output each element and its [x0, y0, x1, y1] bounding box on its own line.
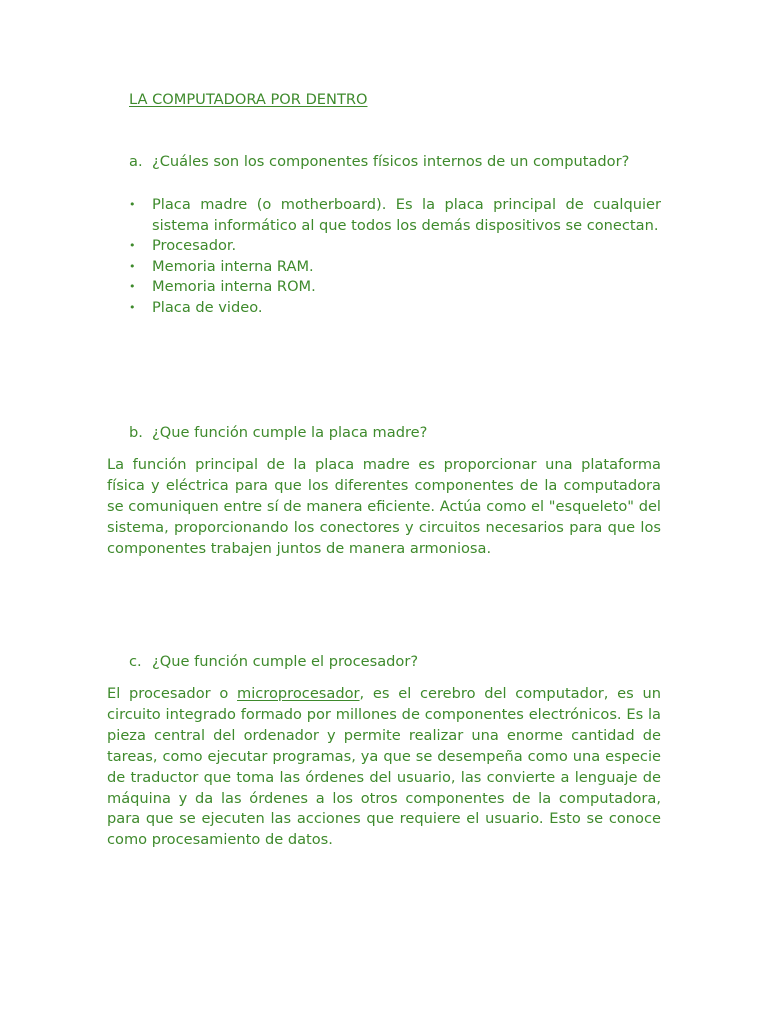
bullet-icon: • [129, 198, 136, 211]
list-item-text: Memoria interna RAM. [152, 257, 314, 275]
list-item [129, 298, 661, 319]
answer-c-intro: El procesador o [107, 685, 229, 702]
answer-c [107, 684, 661, 851]
question-c [129, 653, 418, 670]
list-item-text: Procesador. [152, 237, 237, 255]
microprocesador-link[interactable]: microprocesador [237, 685, 360, 702]
question-a-letter: a. [129, 153, 143, 170]
answer-b: La función principal de la placa madre es proporcionar una plataforma física y eléctrica para que los diferentes componentes de la computadora se comuniquen entre sí de manera eficiente. Actúa como el "esqueleto" del sistema, proporcionando los conectores y circuitos necesarios para que los componentes trabajen juntos de manera armoniosa. [107, 456, 661, 557]
question-b [129, 424, 427, 441]
components-list [129, 195, 661, 319]
bullet-icon: • [129, 280, 136, 294]
list-item-text: Memoria interna ROM. [152, 278, 316, 296]
question-c-text: ¿Que función cumple el procesador? [152, 653, 419, 670]
question-b-letter: b. [129, 424, 143, 441]
question-c-letter: c. [129, 653, 142, 670]
question-a-text: ¿Cuáles son los componentes físicos internos de un computador? [152, 153, 630, 170]
answer-c-rest: , es el cerebro del computador, es un circuito integrado formado por millones de componentes electrónicos. Es la pieza central del ordenador y permite realizar una enorme cantidad de tareas, como ejecutar programas, ya que se desempeña como una especie de traductor que toma las órdenes del usuario, las convierte a lenguaje de máquina y da las órdenes a los otros componentes de la computadora, para que se ejecuten las acciones que requiere el usuario. Esto se conoce como procesamiento de datos. [107, 685, 661, 849]
list-item [129, 277, 661, 298]
list-item-text: Placa madre (o motherboard). Es la placa principal de cualquier sistema informático al que todos los demás dispositivos se conectan. [152, 196, 661, 234]
list-item [129, 257, 661, 278]
list-item-text: Placa de video. [152, 298, 263, 316]
bullet-icon: • [129, 239, 136, 253]
list-item [129, 195, 661, 236]
question-b-text: ¿Que función cumple la placa madre? [152, 424, 428, 441]
bullet-icon: • [129, 300, 136, 314]
document-title: LA COMPUTADORA POR DENTRO [129, 91, 368, 108]
bullet-icon: • [129, 259, 136, 273]
list-item [129, 236, 661, 257]
question-a [129, 153, 629, 170]
